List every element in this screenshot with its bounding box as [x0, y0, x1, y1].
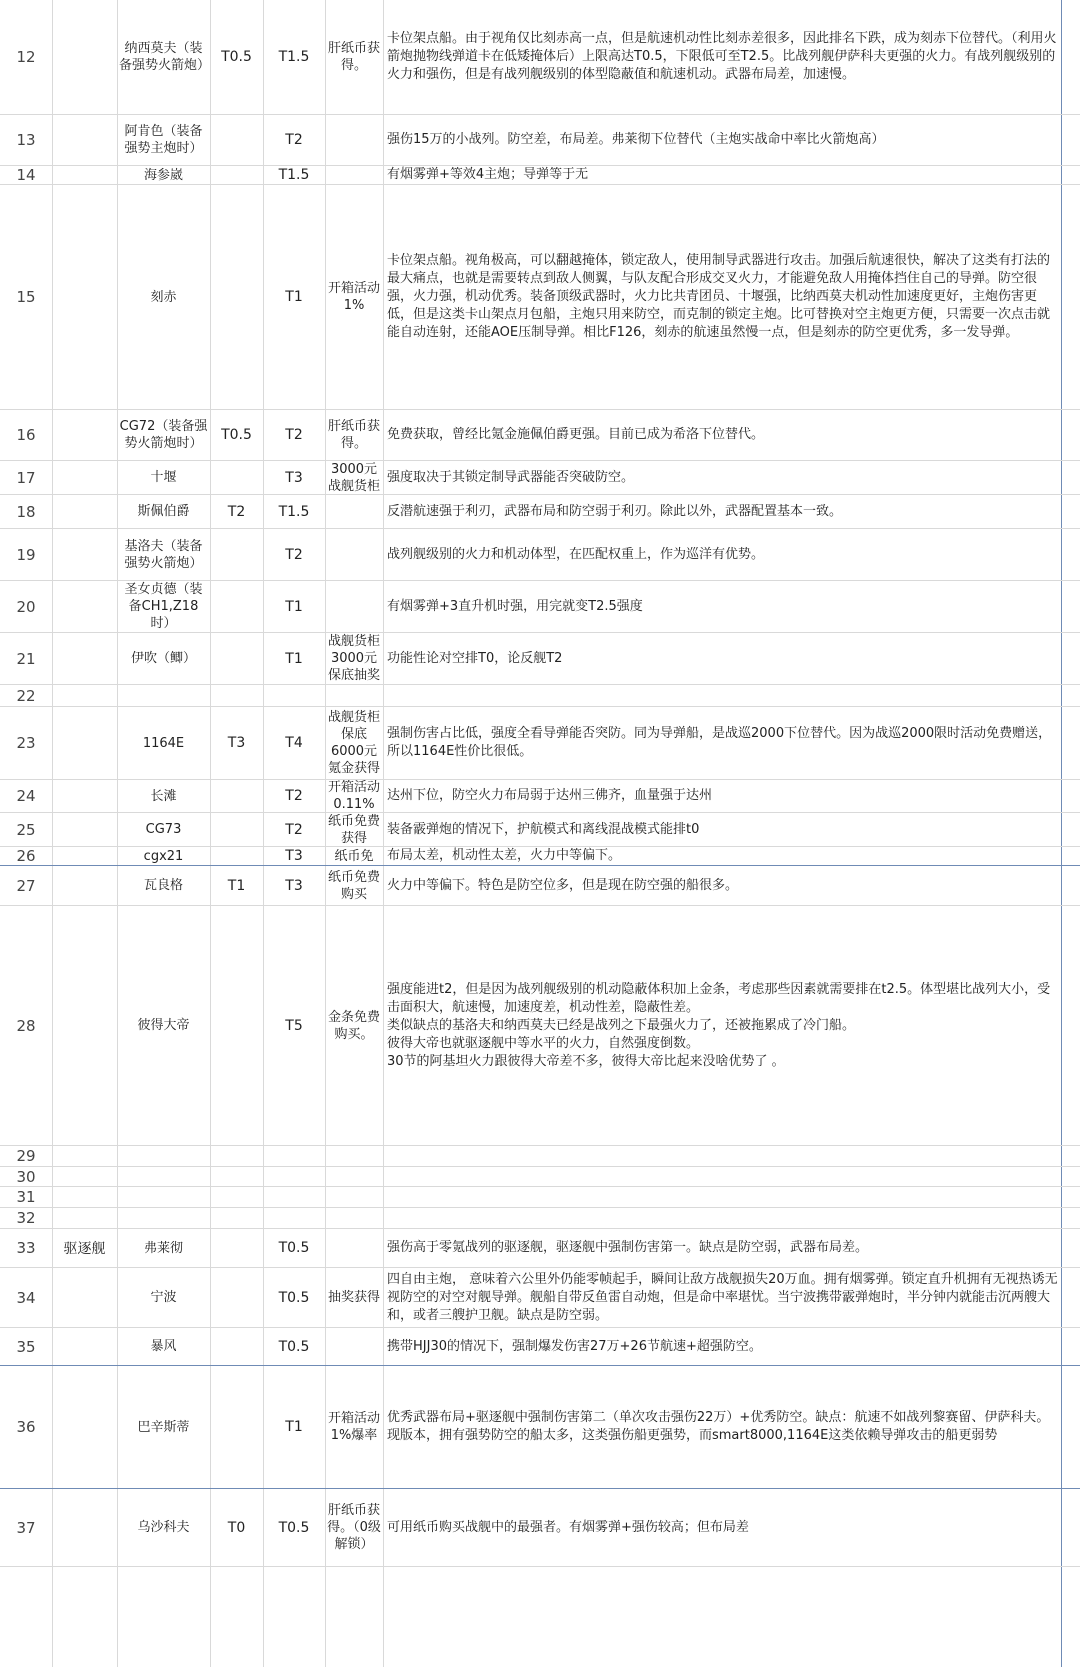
category-cell[interactable]: [52, 529, 117, 580]
tier-rating-cell[interactable]: T2: [285, 821, 303, 838]
ship-name-cell[interactable]: 阿肯色（装备强势主炮时）: [124, 124, 203, 156]
tier-rating-cell[interactable]: T1: [285, 1419, 303, 1435]
ship-name-cell[interactable]: 弗莱彻: [143, 1240, 183, 1256]
category-cell[interactable]: [52, 1208, 117, 1228]
source-cell[interactable]: 战舰货柜保底6000元氪金获得: [327, 710, 380, 776]
tier-rating-cell[interactable]: T0.5: [278, 1240, 310, 1256]
ship-name-cell[interactable]: 瓦良格: [143, 878, 183, 893]
tier-before-cell[interactable]: [210, 633, 263, 684]
category-cell[interactable]: [52, 115, 117, 165]
note-cell[interactable]: 布局太差，机动性太差，火力中等偏下。: [387, 848, 622, 863]
category-cell[interactable]: [52, 906, 117, 1145]
note-cell[interactable]: [383, 1187, 1061, 1207]
category-cell[interactable]: [52, 847, 117, 865]
note-cell[interactable]: 达州下位，防空火力布局弱于达州三佛齐，血量强于达州: [387, 788, 713, 803]
tier-rating-cell[interactable]: [263, 1167, 325, 1186]
category-cell[interactable]: [52, 633, 117, 684]
table-row: [0, 1366, 1080, 1489]
tier-before-cell[interactable]: [210, 115, 263, 165]
category-cell[interactable]: [52, 813, 117, 846]
note-cell[interactable]: 有烟雾弹+等效4主炮；导弹等于无: [387, 167, 589, 182]
tier-before-cell[interactable]: [210, 1328, 263, 1365]
row-number[interactable]: 22: [16, 686, 36, 705]
tier-rating-cell[interactable]: T1: [285, 650, 303, 667]
category-cell[interactable]: [52, 866, 117, 905]
ship-name-cell[interactable]: 巴辛斯蒂: [137, 1419, 190, 1435]
tier-rating-cell[interactable]: T2: [285, 132, 303, 148]
note-cell[interactable]: 装备霰弹炮的情况下，护航模式和离线混战模式能排t0: [387, 821, 700, 837]
row-number[interactable]: 30: [16, 1167, 36, 1186]
table-row: [0, 707, 1080, 780]
source-cell[interactable]: [325, 1328, 383, 1365]
tier-before-cell[interactable]: [210, 1146, 263, 1166]
ship-name-cell[interactable]: 1164E: [142, 735, 185, 751]
ship-name-cell[interactable]: [117, 1167, 210, 1186]
category-cell[interactable]: [52, 1328, 117, 1365]
source-cell[interactable]: [325, 1187, 383, 1207]
note-cell[interactable]: 强制伤害占比低，强度全看导弹能否突防。同为导弹船，是战巡2000下位替代。因为战巡2000限时活动免费赠送，所以1164E性价比很低。: [387, 726, 1052, 759]
tier-rating-cell[interactable]: T5: [285, 1017, 303, 1034]
note-cell[interactable]: 强伤15万的小战列。防空差，布局差。弗莱彻下位替代（主炮实战命中率比火箭炮高）: [387, 132, 885, 147]
tier-rating-cell[interactable]: T1.5: [278, 167, 310, 183]
tier-before-cell[interactable]: [210, 1366, 263, 1488]
row-number[interactable]: 19: [16, 545, 36, 564]
tier-rating-cell[interactable]: T3: [285, 877, 303, 894]
table-row: [0, 866, 1080, 906]
category-cell[interactable]: 驱逐舰: [63, 1241, 106, 1257]
tier-before-cell[interactable]: T0: [227, 1519, 246, 1536]
tier-rating-cell[interactable]: T2: [285, 427, 303, 443]
category-cell[interactable]: [52, 410, 117, 460]
row-number[interactable]: 35: [16, 1337, 36, 1356]
note-cell[interactable]: 强度取决于其锁定制导武器能否突破防空。: [387, 469, 635, 485]
table-row: [0, 1268, 1080, 1328]
row-number[interactable]: 37: [16, 1518, 36, 1537]
source-cell[interactable]: 肝纸币获得。: [327, 41, 380, 73]
table-row: [0, 0, 1080, 115]
row-number[interactable]: 24: [16, 787, 36, 805]
row-number[interactable]: 28: [16, 1016, 36, 1035]
ship-name-cell[interactable]: 纳西莫夫（装备强势火箭炮）: [119, 41, 210, 73]
note-cell[interactable]: 免费获取，曾经比氪金施佩伯爵更强。目前已成为希洛下位替代。: [387, 427, 765, 442]
table-row: [0, 495, 1080, 529]
source-cell[interactable]: 战舰货柜3000元保底抽奖: [327, 634, 380, 683]
ship-name-cell[interactable]: [117, 685, 210, 706]
table-row: [0, 685, 1080, 707]
note-cell[interactable]: [383, 685, 1061, 706]
tier-before-cell[interactable]: [210, 529, 263, 580]
note-cell[interactable]: 强度能进t2，但是因为战列舰级别的机动隐蔽体积加上金条，考虑那些因素就需要排在t2.5。体型堪比战列大小，受击面积大，航速慢，加速度差，机动性差，隐蔽性差。 类似缺点的基洛夫和纳西莫夫已经是战列之下最强火力了，还被拖累成了冷门船。 彼得大帝也就驱逐舰中等水平的火力，自然强度倒数。 30节的阿基坦火力跟彼得大帝差不多，彼得大帝比起来没啥优势了 。: [387, 981, 1051, 1069]
source-cell[interactable]: [325, 115, 383, 165]
table-row: [0, 529, 1080, 581]
source-cell[interactable]: [325, 581, 383, 632]
note-cell[interactable]: 卡位架点船。由于视角仅比刻赤高一点，但是航速机动性比刻赤差很多，因此排名下跌，成为刻赤下位替代。（利用火箭炮抛物线弹道卡在低矮掩体后）上限高达T0.5，下限低可至T2.5。比战列舰伊萨科夫更强的火力。有战列舰级别的火力和强伤，但是有战列舰级别的体型隐蔽值和航速机动。武器布局差，加速慢。: [387, 31, 1057, 82]
table-row: [0, 1187, 1080, 1208]
note-cell[interactable]: 携带HJJ30的情况下，强制爆发伤害27万+26节航速+超强防空。: [387, 1338, 762, 1354]
note-cell[interactable]: [383, 1208, 1061, 1228]
tier-rating-cell[interactable]: T0.5: [278, 1289, 310, 1306]
row-number[interactable]: 31: [16, 1188, 36, 1206]
ship-name-cell[interactable]: [117, 1208, 210, 1228]
row-number[interactable]: 34: [16, 1288, 36, 1307]
tier-before-cell[interactable]: T2: [227, 503, 246, 520]
row-number[interactable]: 20: [16, 597, 36, 616]
ship-name-cell[interactable]: 海参崴: [143, 167, 183, 183]
table-row: [0, 906, 1080, 1146]
tier-before-cell[interactable]: [210, 813, 263, 846]
tier-before-cell[interactable]: [210, 185, 263, 409]
ship-name-cell[interactable]: CG72（装备强势火箭炮时）: [119, 419, 208, 451]
category-cell[interactable]: [52, 461, 117, 494]
source-cell[interactable]: 金条免费购买。: [327, 1009, 380, 1042]
tier-rating-cell[interactable]: [263, 1187, 325, 1207]
table-row: [0, 633, 1080, 685]
ship-name-cell[interactable]: 乌沙科夫: [137, 1520, 190, 1535]
ship-name-cell[interactable]: 暴风: [150, 1339, 177, 1354]
row-number[interactable]: 29: [16, 1147, 36, 1165]
table-row: [0, 166, 1080, 185]
source-cell[interactable]: [325, 1229, 383, 1267]
row-number[interactable]: 26: [16, 847, 36, 865]
table-row: [0, 813, 1080, 847]
tier-before-cell[interactable]: T0.5: [221, 427, 252, 443]
category-cell[interactable]: [52, 1268, 117, 1327]
ship-name-cell[interactable]: 十堰: [150, 470, 177, 485]
ship-name-cell[interactable]: [117, 1146, 210, 1166]
category-cell[interactable]: [52, 780, 117, 812]
tier-before-cell[interactable]: [210, 906, 263, 1145]
ship-name-cell[interactable]: 伊吹（鲫）: [130, 651, 196, 666]
tier-before-cell[interactable]: T3: [227, 735, 246, 751]
row-number[interactable]: 12: [16, 48, 36, 66]
tier-rating-cell[interactable]: [263, 1208, 325, 1228]
source-cell[interactable]: 3000元战舰货柜: [327, 461, 380, 494]
ship-name-cell[interactable]: [117, 1187, 210, 1207]
tier-before-cell[interactable]: [210, 847, 263, 865]
tier-rating-cell[interactable]: T4: [285, 735, 303, 751]
category-cell[interactable]: [52, 707, 117, 779]
tier-before-cell[interactable]: [210, 685, 263, 706]
note-cell[interactable]: 功能性论对空排T0，论反舰T2: [387, 650, 563, 666]
source-cell[interactable]: [325, 685, 383, 706]
ship-name-cell[interactable]: 刻赤: [150, 289, 177, 305]
tier-before-cell[interactable]: [210, 1208, 263, 1228]
tier-before-cell[interactable]: [210, 581, 263, 632]
tier-before-cell[interactable]: T0.5: [221, 49, 252, 65]
ship-name-cell[interactable]: 长滩: [150, 788, 177, 804]
row-number[interactable]: 32: [16, 1209, 36, 1227]
category-cell[interactable]: [52, 1187, 117, 1207]
tier-rating-cell[interactable]: T1: [285, 289, 303, 305]
tier-rating-cell[interactable]: T1: [285, 598, 303, 615]
table-row: [0, 847, 1080, 866]
note-cell[interactable]: 优秀武器布局+驱逐舰中强制伤害第二（单次攻击强伤22万）+优秀防空。缺点：航速不如战列黎赛留、伊萨科夫。现版本，拥有强势防空的船太多，这类强伤船更强势，而smart8000,1164E这类依赖导弹攻击的船更弱势: [387, 1410, 1050, 1443]
row-number[interactable]: 13: [16, 131, 36, 149]
table-row: [0, 185, 1080, 410]
row-number[interactable]: 18: [16, 502, 36, 521]
source-cell[interactable]: 纸币免费获得: [327, 813, 380, 846]
tier-rating-cell[interactable]: T0.5: [278, 1338, 310, 1355]
category-cell[interactable]: [52, 185, 117, 409]
category-cell[interactable]: [52, 1489, 117, 1566]
category-cell[interactable]: [52, 166, 117, 184]
row-number[interactable]: 14: [16, 166, 36, 184]
table-row: [0, 1146, 1080, 1167]
category-cell[interactable]: [52, 1146, 117, 1166]
row-number[interactable]: 15: [16, 288, 36, 306]
category-cell[interactable]: [52, 495, 117, 528]
note-cell[interactable]: 战列舰级别的火力和机动体型，在匹配权重上，作为巡洋有优势。: [387, 546, 765, 562]
source-cell[interactable]: 开箱活动1%爆率: [327, 1411, 380, 1443]
tier-rating-cell[interactable]: T0.5: [278, 1519, 310, 1536]
table-row: [0, 780, 1080, 813]
ship-name-cell[interactable]: 基洛夫（装备强势火箭炮）: [124, 538, 203, 571]
table-row: [0, 1167, 1080, 1187]
category-cell[interactable]: [52, 1167, 117, 1186]
source-cell[interactable]: [325, 495, 383, 528]
row-number[interactable]: 27: [16, 876, 36, 895]
ship-name-cell[interactable]: 斯佩伯爵: [137, 504, 190, 519]
tier-before-cell[interactable]: [210, 1167, 263, 1186]
note-cell[interactable]: [383, 1146, 1061, 1166]
tier-before-cell[interactable]: [210, 166, 263, 184]
tier-rating-cell[interactable]: [263, 1146, 325, 1166]
ship-name-cell[interactable]: 圣女贞德（装备CH1,Z18时）: [124, 582, 203, 631]
tier-rating-cell[interactable]: T3: [285, 848, 303, 864]
tier-before-cell[interactable]: [210, 1229, 263, 1267]
tier-rating-cell[interactable]: T2: [285, 788, 303, 804]
source-cell[interactable]: 纸币免费购买: [327, 869, 380, 902]
source-cell[interactable]: 抽奖获得: [327, 1290, 380, 1305]
source-cell[interactable]: 开箱活动1%: [327, 281, 380, 313]
tier-rating-cell[interactable]: T2: [285, 546, 303, 563]
note-cell[interactable]: 可用纸币购买战舰中的最强者。有烟雾弹+强伤较高；但布局差: [387, 1519, 749, 1535]
tier-before-cell[interactable]: [210, 1268, 263, 1327]
category-cell[interactable]: [52, 0, 117, 114]
table-row: [0, 581, 1080, 633]
tier-rating-cell[interactable]: T1.5: [278, 49, 310, 65]
table-row: [0, 461, 1080, 495]
row-number[interactable]: 23: [16, 734, 36, 752]
table-row: [0, 115, 1080, 166]
note-cell[interactable]: 反潜航速强于利刃，武器布局和防空弱于利刃。除此以外，武器配置基本一致。: [387, 503, 843, 519]
category-cell[interactable]: [52, 685, 117, 706]
source-cell[interactable]: 纸币免: [334, 848, 374, 864]
category-cell[interactable]: [52, 581, 117, 632]
tier-before-cell[interactable]: [210, 780, 263, 812]
source-cell[interactable]: 开箱活动0.11%: [327, 780, 380, 812]
table-row: [0, 1229, 1080, 1268]
source-cell[interactable]: [325, 529, 383, 580]
ship-name-cell[interactable]: 彼得大帝: [137, 1018, 190, 1033]
table-row: [0, 1489, 1080, 1567]
tier-before-cell[interactable]: [210, 461, 263, 494]
tier-before-cell[interactable]: [210, 1187, 263, 1207]
note-cell[interactable]: 卡位架点船。视角极高，可以翻越掩体，锁定敌人，使用制导武器进行攻击。加强后航速很快，解决了这类有打法的最大痛点，也就是需要转点到敌人侧翼，与队友配合形成交叉火力，才能避免敌人用掩体挡住自己的导弹。防空很强，火力强，机动优秀。装备顶级武器时，火力比共青团员、十堰强，比纳西莫夫机动性加速度更好，主炮伤害更低，但是这类卡山架点月包船，主炮只用来防空，而克制的锁定主炮。比可替换对空主炮更方便，只需要一次点击就能自动连射，还能AOE压制导弹。相比F126，刻赤的航速虽然慢一点，但是刻赤的防空更优秀，多一发导弹。: [387, 253, 1051, 340]
row-number[interactable]: 17: [16, 468, 36, 487]
row-number[interactable]: 25: [16, 820, 36, 839]
tier-rating-cell[interactable]: T1.5: [278, 503, 310, 520]
tier-before-cell[interactable]: T1: [227, 877, 246, 894]
ship-name-cell[interactable]: cgx21: [143, 848, 184, 864]
tier-rating-cell[interactable]: [263, 685, 325, 706]
row-number[interactable]: 21: [16, 649, 36, 668]
source-cell[interactable]: 肝纸币获得。（0级解锁）: [327, 1503, 381, 1552]
row-number[interactable]: 16: [16, 426, 36, 444]
ship-name-cell[interactable]: CG73: [145, 822, 182, 837]
category-cell[interactable]: [52, 1366, 117, 1488]
table-row: [0, 1328, 1080, 1366]
source-cell[interactable]: [325, 1167, 383, 1186]
table-row: [0, 410, 1080, 461]
source-cell[interactable]: [325, 1208, 383, 1228]
note-cell[interactable]: 强伤高于零氪战列的驱逐舰，驱逐舰中强制伤害第一。缺点是防空弱，武器布局差。: [387, 1240, 869, 1255]
table-row: [0, 1208, 1080, 1229]
note-cell[interactable]: 有烟雾弹+3直升机时强，用完就变T2.5强度: [387, 598, 643, 614]
tier-rating-cell[interactable]: T3: [285, 469, 303, 486]
note-cell[interactable]: 火力中等偏下。特色是防空位多，但是现在防空强的船很多。: [387, 877, 739, 893]
note-cell[interactable]: [383, 1167, 1061, 1186]
source-cell[interactable]: 肝纸币获得。: [327, 419, 380, 451]
source-cell[interactable]: [325, 166, 383, 184]
ship-name-cell[interactable]: 宁波: [150, 1290, 177, 1305]
note-cell[interactable]: 四自由主炮， 意味着六公里外仍能零帧起手，瞬间让敌方战舰损失20万血。拥有烟雾弹。锁定直升机拥有无视热诱无视防空的对空对舰导弹。舰船自带反鱼雷自动炮，但是命中率堪忧。当宁波携带霰弹炮时，半分钟内就能击沉两艘大和，或者三艘护卫舰。缺点是防空弱。: [387, 1271, 1058, 1323]
row-number[interactable]: 36: [16, 1418, 36, 1436]
source-cell[interactable]: [325, 1146, 383, 1166]
row-number[interactable]: 33: [16, 1239, 36, 1257]
